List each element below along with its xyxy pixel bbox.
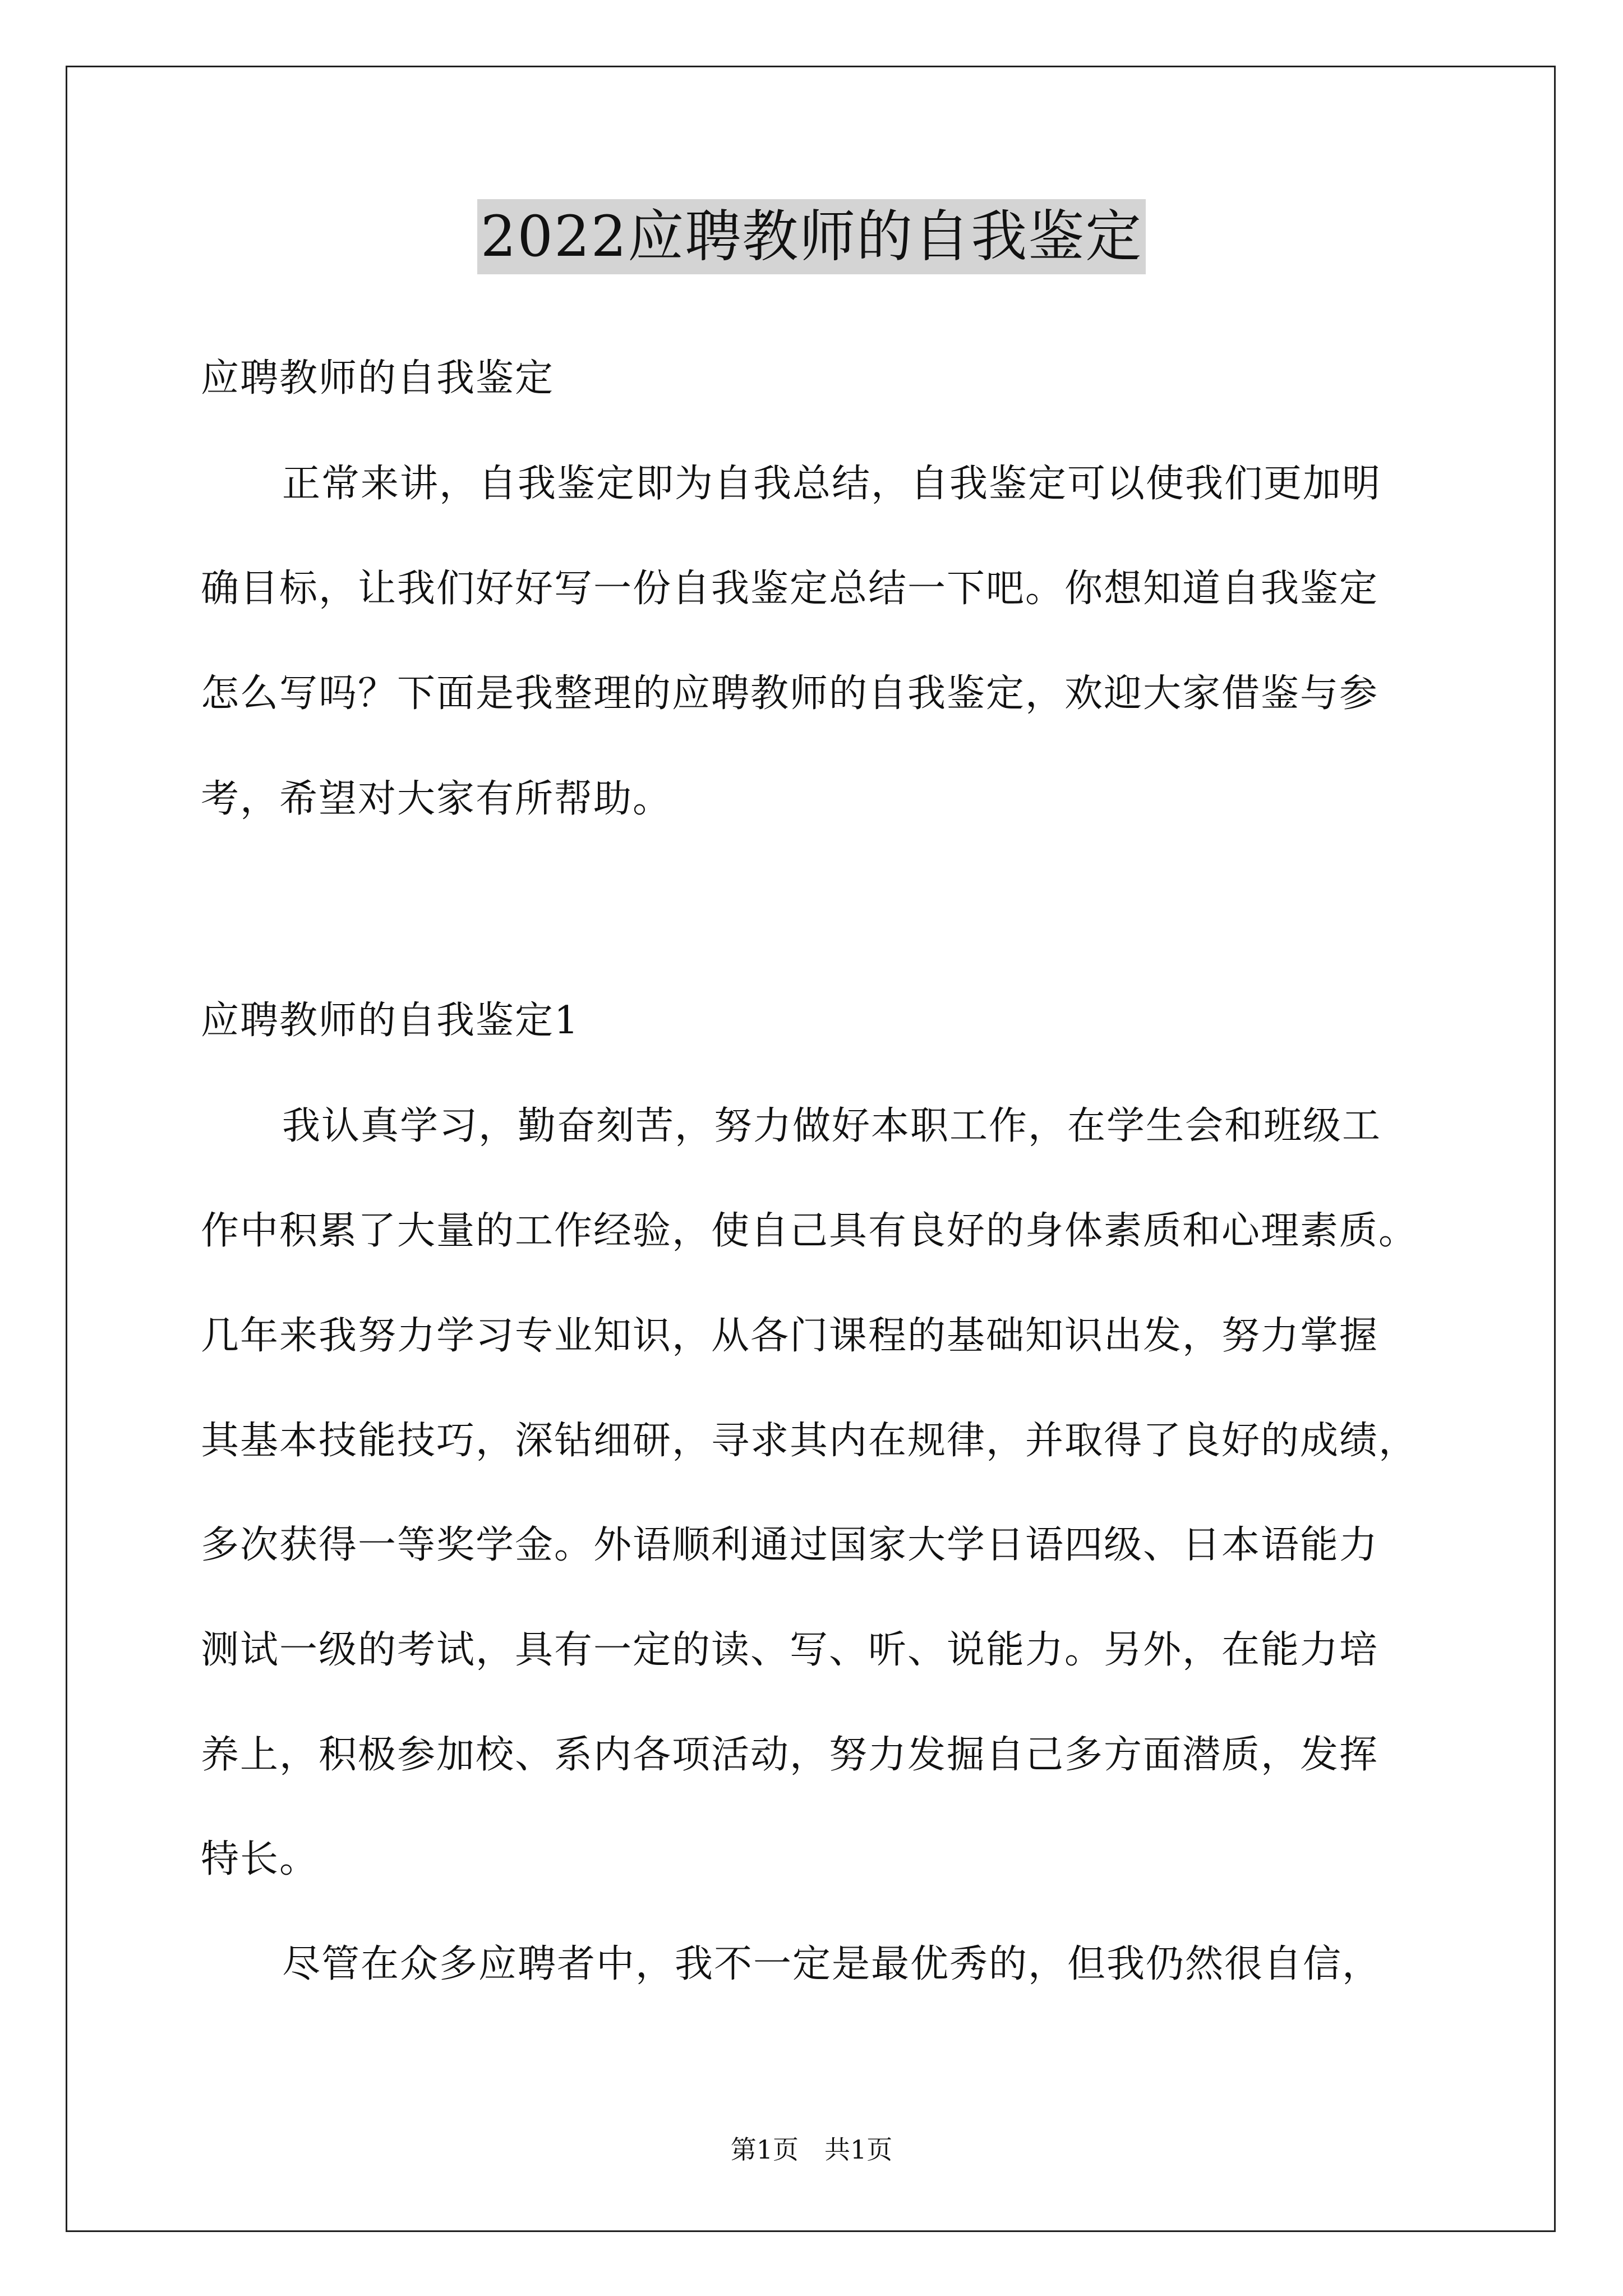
intro-line-3: 怎么写吗？下面是我整理的应聘教师的自我鉴定，欢迎大家借鉴与参 [201,671,1379,716]
section1-para1-line-2: 作中积累了大量的工作经验，使自己具有良好的身体素质和心理素质。 [201,1209,1418,1253]
section1-para1-line-3: 几年来我努力学习专业知识，从各门课程的基础知识出发，努力掌握 [201,1314,1379,1358]
section1-para1-line-4: 其基本技能技巧，深钻细研，寻求其内在规律，并取得了良好的成绩， [201,1419,1418,1463]
section1-para2-line-1: 尽管在众多应聘者中，我不一定是最优秀的，但我仍然很自信， [282,1942,1382,1986]
title-wrap [0,199,1623,274]
page-footer: 第1页 共1页 [730,2134,893,2165]
intro-line-2: 确目标，让我们好好写一份自我鉴定总结一下吧。你想知道自我鉴定 [201,567,1379,611]
section1-para1-line-5: 多次获得一等奖学金。外语顺利通过国家大学日语四级、日本语能力 [201,1523,1379,1567]
section1-para1-line-7: 养上，积极参加校、系内各项活动，努力发掘自己多方面潜质，发挥 [201,1733,1379,1777]
section1-para1-line-1: 我认真学习，勤奋刻苦，努力做好本职工作，在学生会和班级工 [282,1104,1382,1148]
intro-line-4: 考，希望对大家有所帮助。 [201,777,672,821]
section1-para1-line-8: 特长。 [201,1837,319,1881]
intro-line-1: 正常来讲，自我鉴定即为自我总结，自我鉴定可以使我们更加明 [282,462,1382,506]
section1-para1-line-6: 测试一级的考试，具有一定的读、写、听、说能力。另外，在能力培 [201,1628,1379,1672]
document-title: 2022应聘教师的自我鉴定 [477,199,1146,274]
subtitle: 应聘教师的自我鉴定 [201,356,555,401]
section1-heading: 应聘教师的自我鉴定1 [201,999,580,1043]
